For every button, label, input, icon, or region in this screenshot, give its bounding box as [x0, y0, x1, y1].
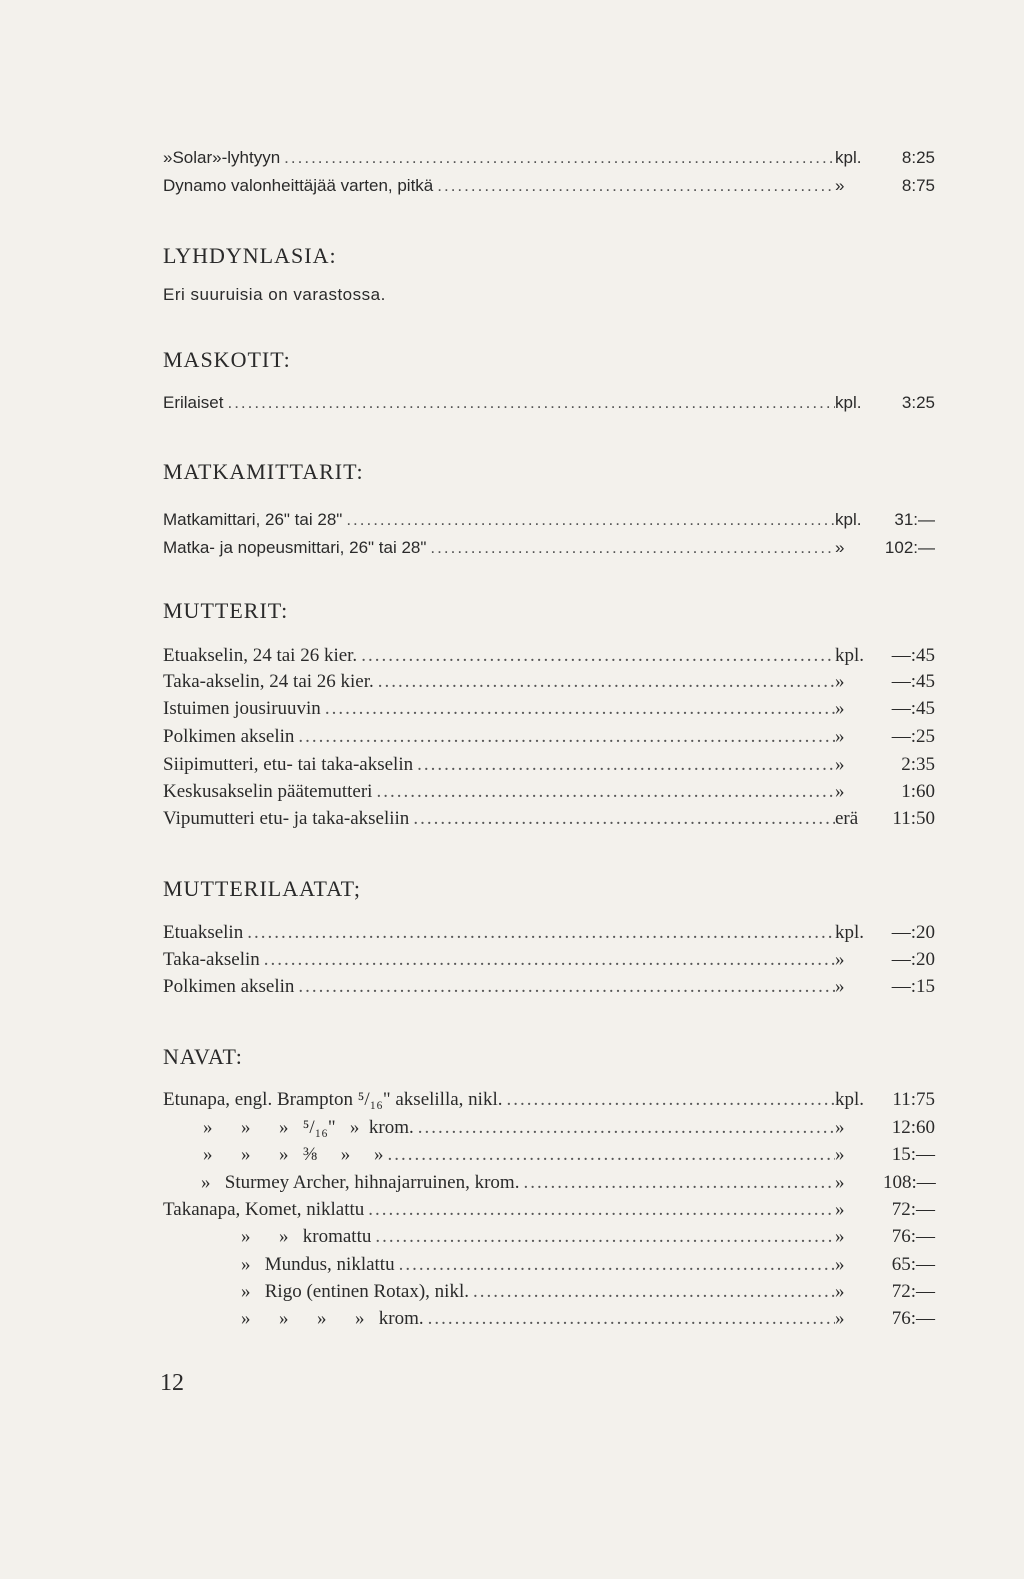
item-unit: » — [835, 671, 845, 692]
section-heading: MUTTERILAATAT; — [163, 876, 362, 901]
dot-leader — [519, 1170, 835, 1196]
section-heading: LYHDYNLASIA: — [163, 243, 337, 268]
item-unit: kpl. — [835, 1089, 865, 1110]
item-label: » » » » krom. — [203, 1308, 424, 1329]
item-label: Vipumutteri etu- ja taka-akseliin — [163, 808, 410, 829]
item-price: 72:— — [891, 1281, 935, 1302]
item-price: 76:— — [891, 1226, 935, 1247]
item-unit: » — [835, 698, 845, 719]
section-heading: MASKOTIT: — [163, 347, 291, 372]
dot-leader — [243, 920, 835, 946]
dot-leader — [342, 507, 835, 533]
item-label: Etuakselin — [163, 922, 244, 943]
item-label: » Rigo (entinen Rotax), nikl. — [203, 1281, 469, 1302]
item-label: Polkimen akselin — [163, 726, 295, 747]
item-label: Taka-akselin — [163, 949, 260, 970]
item-label: Takanapa, Komet, niklattu — [163, 1199, 365, 1220]
item-label: » » » ⅜ » » — [203, 1144, 384, 1165]
price-row — [163, 1224, 935, 1250]
item-label: Polkimen akselin — [163, 976, 295, 997]
dot-leader — [433, 173, 835, 199]
dot-leader — [426, 535, 835, 561]
item-unit: erä — [835, 808, 859, 829]
item-unit: kpl. — [835, 645, 865, 666]
item-label: Keskusakselin päätemutteri — [163, 781, 373, 802]
section-heading: NAVAT: — [163, 1044, 243, 1069]
price-row — [163, 507, 935, 533]
price-row — [163, 1197, 935, 1223]
item-unit: » — [835, 176, 845, 195]
item-unit: » — [835, 1172, 845, 1193]
item-label: Etunapa, engl. Brampton ⁵/₁₆" akselilla, nikl. — [163, 1089, 503, 1110]
price-row — [163, 535, 935, 561]
item-price: —:25 — [891, 726, 935, 747]
item-unit: » — [835, 1117, 845, 1138]
item-price: 8:25 — [901, 148, 935, 167]
price-row — [163, 920, 935, 946]
price-row — [163, 752, 935, 778]
item-label: Erilaiset — [163, 393, 224, 412]
item-unit: » — [835, 781, 845, 802]
item-unit: » — [835, 1281, 845, 1302]
item-label: » Sturmey Archer, hihnajarruinen, krom. — [163, 1172, 520, 1193]
dot-leader — [414, 1115, 835, 1141]
dot-leader — [409, 806, 835, 832]
item-price: —:45 — [891, 671, 935, 692]
item-price: 2:35 — [901, 754, 935, 775]
price-row — [163, 1306, 935, 1332]
item-unit: » — [835, 754, 845, 775]
dot-leader — [413, 752, 835, 778]
item-price: —:20 — [891, 922, 935, 943]
price-row — [163, 643, 935, 669]
price-row — [163, 669, 935, 695]
item-unit: » — [835, 1144, 845, 1165]
price-row — [163, 1170, 935, 1196]
item-label: Siipimutteri, etu- tai taka-akselin — [163, 754, 414, 775]
price-row — [163, 145, 935, 171]
item-unit: kpl. — [835, 922, 865, 943]
price-row — [163, 1279, 935, 1305]
dot-leader — [372, 779, 835, 805]
dot-leader — [321, 696, 835, 722]
item-unit: kpl. — [835, 148, 862, 167]
dot-leader — [395, 1252, 835, 1278]
item-price: 72:— — [891, 1199, 935, 1220]
section-heading: MUTTERIT: — [163, 598, 289, 623]
item-unit: » — [835, 1308, 845, 1329]
dot-leader — [294, 724, 835, 750]
item-price: 3:25 — [901, 393, 935, 412]
dot-leader — [260, 947, 835, 973]
item-price: —:20 — [891, 949, 935, 970]
item-price: 102:— — [884, 538, 935, 557]
price-row — [163, 947, 935, 973]
item-unit: kpl. — [835, 393, 862, 412]
item-unit: » — [835, 1199, 845, 1220]
item-unit: » — [835, 538, 845, 557]
item-price: 1:60 — [901, 781, 935, 802]
item-label: Matka- ja nopeusmittari, 26" tai 28" — [163, 538, 427, 557]
price-row — [163, 974, 935, 1000]
item-price: 65:— — [891, 1254, 935, 1275]
item-price: —:15 — [891, 976, 935, 997]
item-unit: » — [835, 726, 845, 747]
item-unit: » — [835, 1226, 845, 1247]
dot-leader — [294, 974, 835, 1000]
price-row — [163, 390, 935, 416]
price-row — [163, 173, 935, 199]
dot-leader — [469, 1279, 835, 1305]
section-heading: MATKAMITTARIT: — [163, 459, 364, 484]
item-label: Matkamittari, 26" tai 28" — [163, 510, 343, 529]
item-unit: » — [835, 976, 845, 997]
item-price: 11:50 — [892, 808, 935, 829]
dot-leader — [502, 1087, 835, 1113]
item-price: 31:— — [894, 510, 935, 529]
price-row — [163, 724, 935, 750]
dot-leader — [424, 1306, 835, 1332]
item-label: » » kromattu — [203, 1226, 372, 1247]
dot-leader — [371, 1224, 835, 1250]
dot-leader — [374, 669, 835, 695]
item-label: Dynamo valonheittäjää varten, pitkä — [163, 176, 434, 195]
item-label: » » » ⁵/₁₆" » krom. — [203, 1117, 414, 1138]
item-label: Taka-akselin, 24 tai 26 kier. — [163, 671, 374, 692]
item-label: Etuakselin, 24 tai 26 kier. — [163, 645, 358, 666]
item-label: » Mundus, niklattu — [203, 1254, 395, 1275]
dot-leader — [384, 1142, 836, 1168]
price-row — [163, 779, 935, 805]
item-unit: » — [835, 1254, 845, 1275]
dot-leader — [357, 643, 835, 669]
dot-leader — [223, 390, 835, 416]
price-row — [163, 696, 935, 722]
dot-leader — [280, 145, 835, 171]
item-price: 8:75 — [901, 176, 935, 195]
item-unit: » — [835, 949, 845, 970]
price-row — [163, 1252, 935, 1278]
price-row — [163, 806, 935, 832]
item-unit: kpl. — [835, 510, 862, 529]
item-price: 11:75 — [892, 1089, 935, 1110]
page-number: 12 — [160, 1370, 184, 1396]
item-price: 108:— — [883, 1172, 936, 1193]
item-label: Istuimen jousiruuvin — [163, 698, 321, 719]
item-label: »Solar»-lyhtyyn — [163, 148, 281, 167]
item-price: —:45 — [891, 645, 935, 666]
price-row — [163, 1142, 935, 1168]
section-note: Eri suuruisia on varastossa. — [163, 285, 386, 304]
item-price: 12:60 — [891, 1117, 935, 1138]
dot-leader — [364, 1197, 835, 1223]
item-price: 15:— — [891, 1144, 935, 1165]
price-row — [163, 1087, 935, 1113]
item-price: —:45 — [891, 698, 935, 719]
item-price: 76:— — [891, 1308, 935, 1329]
price-row — [163, 1115, 935, 1141]
